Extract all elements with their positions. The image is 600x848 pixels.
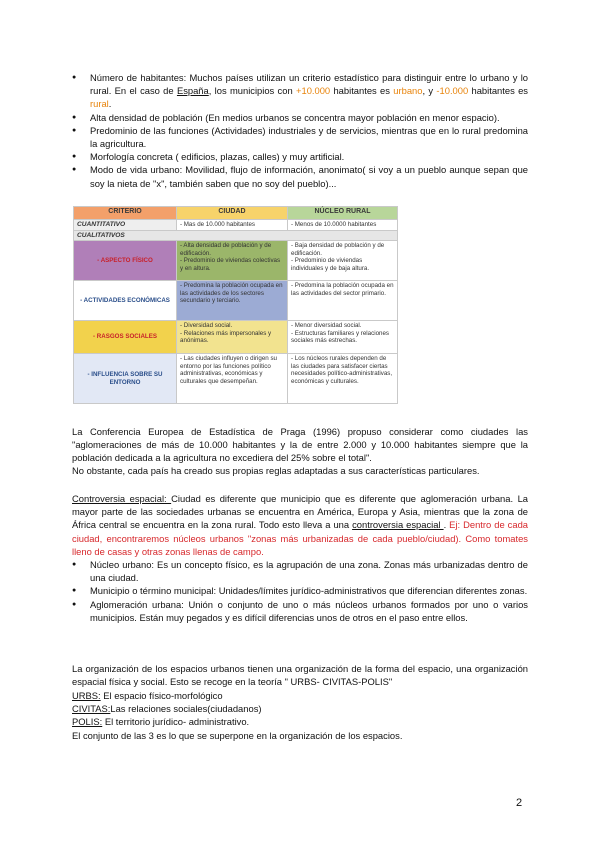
definition-text: El espacio físico-morfológico [100,690,223,701]
controversia-text-1: Ciudad es diferente que municipio que es diferente que aglomeración urbana. La mayor parte de las sociedades urbanas se encuentra en América, Europa y Asia, mientras que la zona de África central se encuentra en la zona rural. Todo esto lleva a una [72,493,528,531]
controversia-link: controversia espacial [352,519,444,531]
bullet-text: Morfología concreta ( edificios, plazas, calles) y muy artificial. [90,151,345,163]
definitions-list [72,689,528,742]
bullet-item: ● Núcleo urbano: Es un concepto físico, es la agrupación de una zona. Zonas más urbanizadas dentro de una ciudad. [72,558,528,584]
table-header-criterio: CRITERIO [74,207,177,220]
paragraph-organizacion: La organización de los espacios urbanos tienen una organización de la forma del espacio, una organización espacial física y social. Esto se recoge en la teoría " URBS- CIVITAS-POLIS" [72,663,528,688]
bullet-text: habitantes es [468,85,528,97]
table-ciudad-aspecto: - Alta densidad de población y de edificación. - Predominio de viviendas colectivas y en altura. [177,241,288,281]
controversia-example: Ej: Dentro de cada ciudad, encontraremos núcleos urbanos "zonas más urbanizadas de cada pueblo/ciudad). Como tomates lleno de casas y otras zonas llenas de campo. [72,519,528,557]
table-header-ciudad: CIUDAD [177,207,288,220]
bullet-text: rural [90,98,109,110]
table-cuantitativo-rural: - Menos de 10.0000 habitantes [288,220,398,231]
paragraph-controversia [72,492,528,558]
table-criterio-rasgos: - RASGOS SOCIALES [74,321,177,354]
bullet-text: Modo de vida urbano: Movilidad, flujo de información, anonimato( si voy a un pueblo aunque sepan que soy la nieta de "x", también saben que no soy del pueblo)... [90,164,528,189]
bullet-text: urbano [393,85,423,97]
page-number: 2 [516,797,523,809]
bullet-text: España [176,85,209,97]
controversia-title: Controversia espacial: [72,493,172,504]
bullet-item: ● Aglomeración urbana: Unión o conjunto de uno o más núcleos urbanos formados por uno o varios municipios. Están muy pegados y es difícil diferencias unos de otros en el paso entre ellos. [72,598,528,624]
definition-term: CIVITAS: [72,703,111,715]
definition-civitas [72,702,528,715]
table-criterio-influencia: - INFLUENCIA SOBRE SU ENTORNO [74,354,177,404]
definition-urbs [72,689,528,702]
definition-text: El territorio jurídico- administrativo. [102,716,250,728]
controversia-text-2: . [443,519,450,531]
paragraph-final: El conjunto de las 3 es lo que se superpone en la organización de los espacios. [72,729,403,741]
bullet-text: habitantes es [330,85,394,97]
bullet-text: Número de habitantes: Muchos países utilizan un criterio estadístico para distinguir entre lo urbano y lo rural. En el caso de [90,72,528,97]
definition-text: Las relaciones sociales(ciudadanos) [110,703,262,715]
paragraph-no-obstante: No obstante, cada país ha creado sus propias reglas adaptadas a sus características particulares. [72,465,480,476]
table-rural-influencia: - Los núcleos rurales dependen de las ciudades para satisfacer ciertas necesidades político-administrativas, económicas y culturales. [288,354,398,404]
definition-term: URBS: [72,690,101,701]
table-rural-actividades: - Predomina la población ocupada en las actividades del sector primario. [288,281,398,321]
criteria-bullet-list [72,71,528,190]
bullet-text: Predominio de las funciones (Actividades) industriales y de servicios, mientras que en lo rural predomina la agricultura. [90,124,528,150]
bullet-text: -10.000 [436,85,469,97]
table-cuantitativo-label: CUANTITATIVO [74,220,177,231]
bullet-text: , los municipios con [208,85,296,97]
bullet-item [72,150,528,163]
table-cualitativos-label: CUALITATIVOS [74,230,398,241]
bullet-item [72,111,528,124]
urban-concepts-bullet-list [72,558,528,624]
table-criterio-aspecto: - ASPECTO FÍSICO [74,241,177,281]
table-ciudad-influencia: - Las ciudades influyen o dirigen su entorno por las funciones político administrativas, económicas y culturales que desempeñan. [177,354,288,404]
urban-rural-criteria-table [73,206,398,404]
table-rural-rasgos: - Menor diversidad social. - Estructuras familiares y relaciones sociales más estrechas. [288,321,398,354]
definition-polis [72,715,528,728]
table-criterio-actividades: - ACTIVIDADES ECONÓMICAS [74,281,177,321]
definition-term: POLIS: [72,716,103,728]
table-ciudad-rasgos: - Diversidad social. - Relaciones más impersonales y anónimas. [177,321,288,354]
bullet-item [72,71,528,111]
bullet-text: +10.000 [296,85,331,97]
bullet-text: Alta densidad de población (En medios urbanos se concentra mayor población en menor espacio). [90,111,500,123]
bullet-text: , y [422,85,437,97]
paragraph-praga: La Conferencia Europea de Estadística de Praga (1996) propuso considerar como ciudades las "aglomeraciones de más de 10.000 habitantes y la de entre 2.000 y 10.000 habitantes siempre que la población dedicada a la agricultura no excediera del 25% sobre el total". [72,426,528,464]
bullet-text: . [108,98,112,110]
table-header-rural: NÚCLEO RURAL [288,207,398,220]
bullet-item [72,163,528,189]
table-cuantitativo-ciudad: - Mas de 10.000 habitantes [177,220,288,231]
bullet-item: ● Municipio o término municipal: Unidades/límites jurídico-administrativos que diferencian diferentes zonas. [72,584,528,597]
table-ciudad-actividades: - Predomina la población ocupada en las actividades de los sectores secundario y terciario. [177,281,288,321]
bullet-item [72,124,528,150]
table-rural-aspecto: - Baja densidad de población y de edificación. - Predominio de viviendas individuales y de baja altura. [288,241,398,281]
